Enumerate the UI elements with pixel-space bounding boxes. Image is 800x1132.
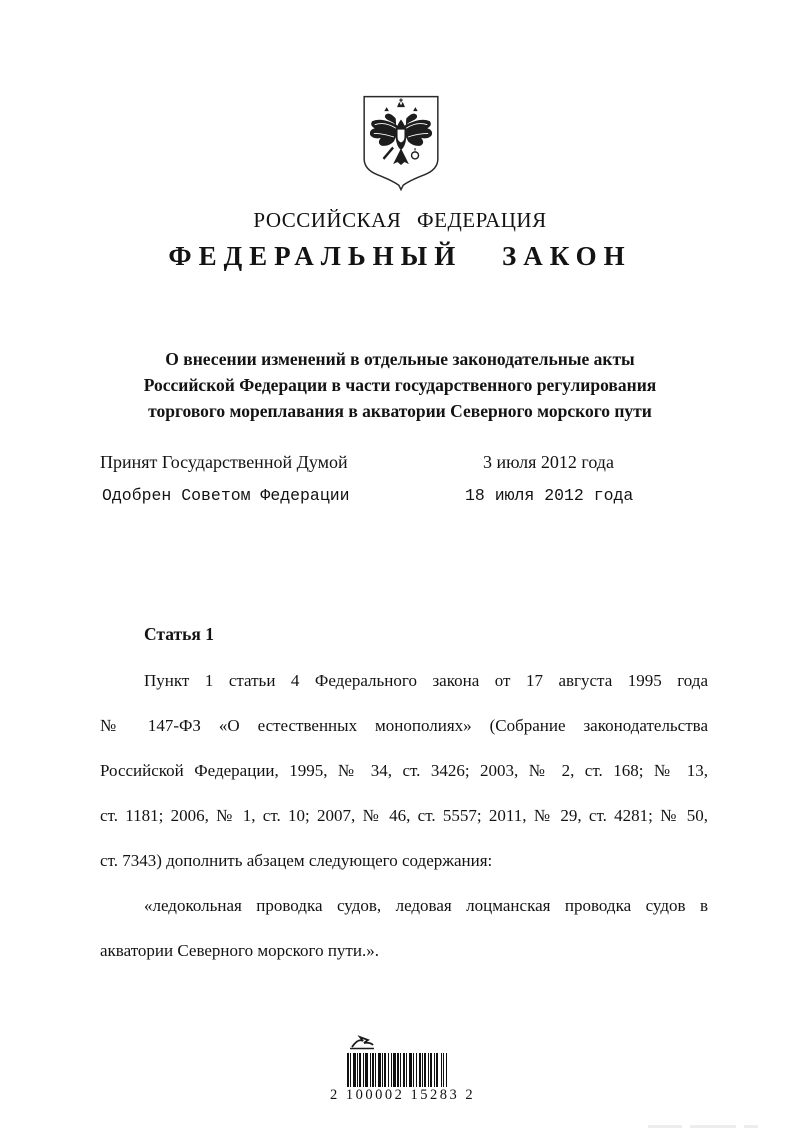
approved-by-council-label: Одобрен Советом Федерации <box>102 486 350 505</box>
body-line: ст. 7343) дополнить абзацем следующего содержания: <box>100 851 493 870</box>
scribble-mark-icon <box>346 1034 380 1052</box>
scan-artifact <box>648 1125 800 1130</box>
law-title <box>60 346 740 424</box>
article-1-body <box>100 658 708 973</box>
body-line: № 147-ФЗ «О естественных монополиях» (Собрание законодательства <box>100 716 708 735</box>
country-name-heading: РОССИЙСКАЯ ФЕДЕРАЦИЯ <box>253 208 547 232</box>
law-title-line: Российской Федерации в части государственного регулирования <box>143 375 657 395</box>
approved-by-council-date: 18 июля 2012 года <box>465 486 634 505</box>
body-line: «ледокольная проводка судов, ледовая лоцманская проводка судов в <box>144 896 708 915</box>
barcode-bars <box>347 1053 447 1087</box>
russia-coat-of-arms-icon <box>357 94 445 194</box>
adopted-by-duma-label: Принят Государственной Думой <box>100 452 348 472</box>
barcode-digits: 2 100002 15283 2 <box>330 1087 476 1103</box>
body-line: Пункт 1 статьи 4 Федерального закона от 17 августа 1995 года <box>144 671 708 690</box>
article-1-heading: Статья 1 <box>144 624 214 644</box>
body-line: Российской Федерации, 1995, № 34, ст. 3426; 2003, № 2, ст. 168; № 13, <box>100 761 708 780</box>
adopted-by-duma-date: 3 июля 2012 года <box>483 452 614 472</box>
law-title-line: О внесении изменений в отдельные законодательные акты <box>165 349 635 369</box>
document-type-heading: ФЕДЕРАЛЬНЫЙ ЗАКОН <box>168 241 632 271</box>
law-title-line: торгового мореплавания в акватории Северного морского пути <box>148 401 652 421</box>
body-line: акватории Северного морского пути.». <box>100 941 379 960</box>
body-line: ст. 1181; 2006, № 1, ст. 10; 2007, № 46, ст. 5557; 2011, № 29, ст. 4281; № 50, <box>100 806 708 825</box>
